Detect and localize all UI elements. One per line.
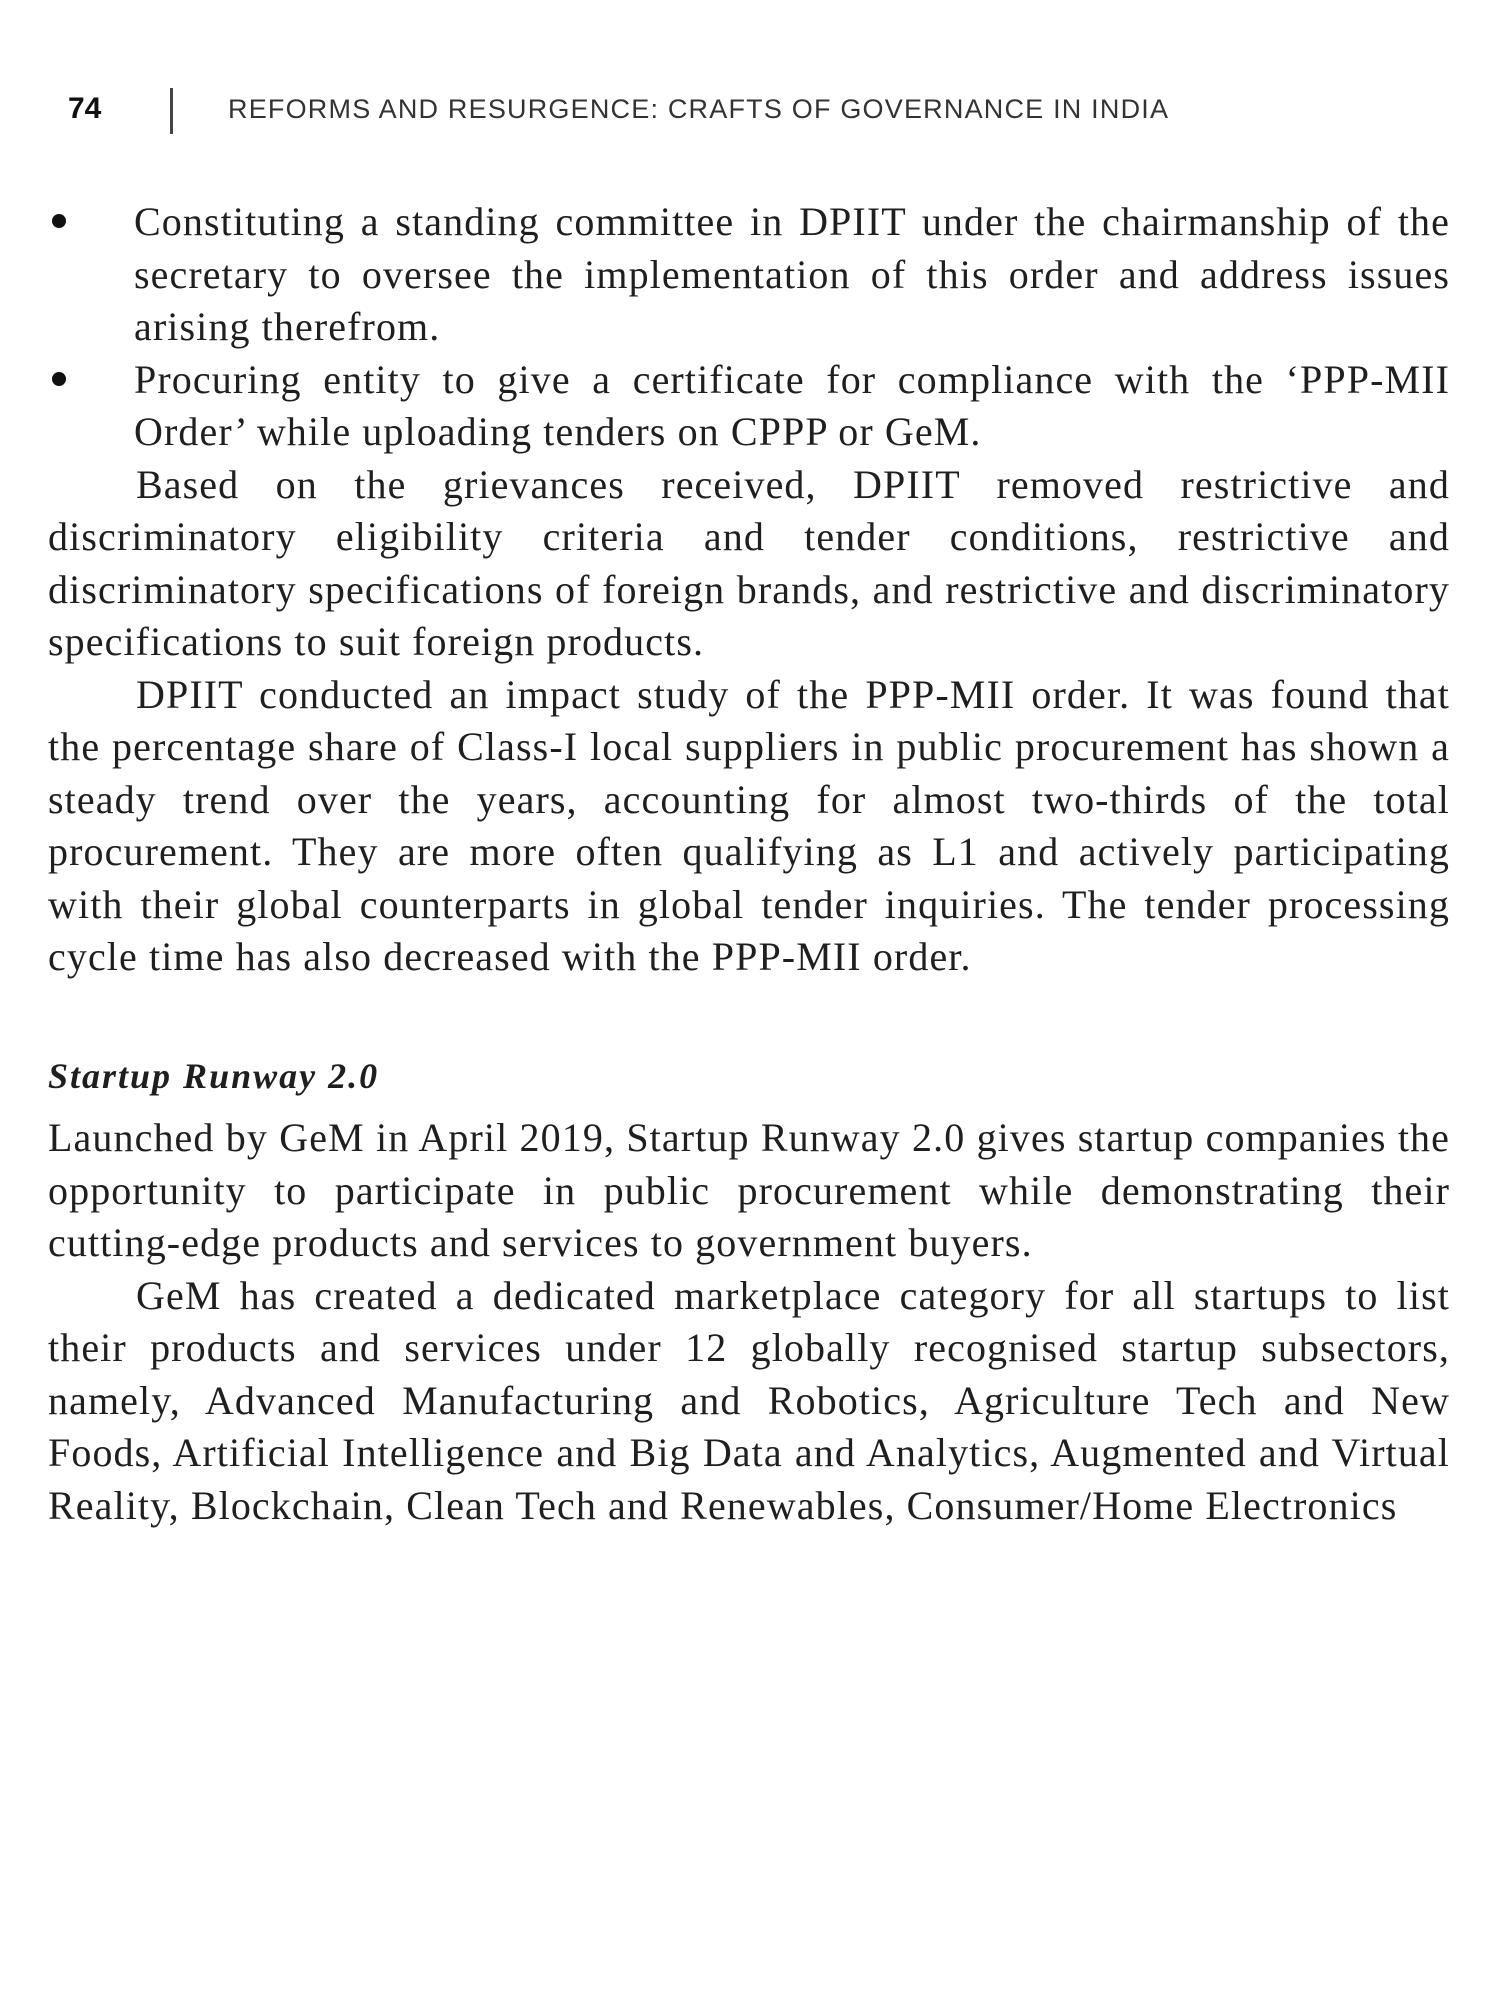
bullet-icon	[52, 372, 66, 386]
section-heading: Startup Runway 2.0	[48, 1055, 380, 1096]
bullet-text: Procuring entity to give a certificate for compliance with the ‘PPP-MII Order’ while uploading tenders on CPPP or GeM.	[134, 356, 1450, 454]
paragraph-grievances: Based on the grievances received, DPIIT removed restrictive and discriminatory eligibility criteria and tender conditions, restrictive and discriminatory specifications of foreign brands, and restrictive and discriminatory specifications to suit foreign products.	[48, 461, 1450, 664]
paragraph-impact-study: DPIIT conducted an impact study of the PPP-MII order. It was found that the percentage share of Class-I local suppliers in public procurement has shown a steady trend over the years, accounting for almost two-thirds of the total procurement. They are more often qualifying as L1 and actively participating with their global counterparts in global tender inquiries. The tender processing cycle time has also decreased with the PPP-MII order.	[48, 671, 1450, 979]
header-divider	[170, 88, 173, 134]
list-item	[48, 196, 1450, 354]
page-body	[48, 196, 1450, 1532]
bullet-list	[48, 196, 1450, 459]
paragraph-marketplace-category: GeM has created a dedicated marketplace category for all startups to list their products and services under 12 globally recognised startup subsectors, namely, Advanced Manufacturing and Robotics, Agriculture Tech and New Foods, Artificial Intelligence and Big Data and Analytics, Augmented and Virtual Reality, Blockchain, Clean Tech and Renewables, Consumer/Home Electronics	[48, 1272, 1450, 1528]
bullet-icon	[52, 214, 66, 228]
bullet-text: Constituting a standing committee in DPIIT under the chairmanship of the secretary to oversee the implementation of this order and address issues arising therefrom.	[134, 199, 1450, 349]
paragraph-startup-runway: Launched by GeM in April 2019, Startup Runway 2.0 gives startup companies the opportunity to participate in public procurement while demonstrating their cutting-edge products and services to government buyers.	[48, 1115, 1450, 1265]
running-title: REFORMS AND RESURGENCE: CRAFTS OF GOVERNANCE IN INDIA	[228, 94, 1170, 124]
list-item	[48, 354, 1450, 459]
page-number: 74	[68, 92, 102, 125]
page-header	[68, 88, 1438, 136]
